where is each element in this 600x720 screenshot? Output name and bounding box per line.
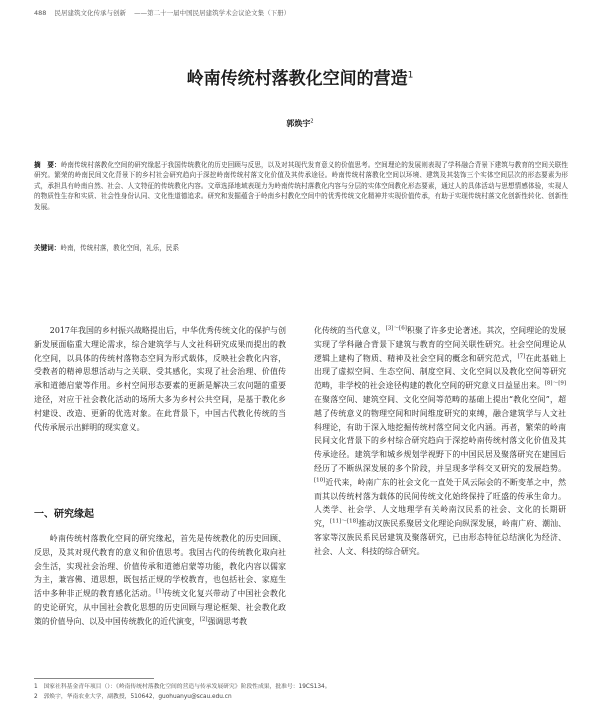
author-line <box>0 118 600 129</box>
right-text: 在此基础上出现了虚拟空间、生态空间、制度空间、文化空间以及教化空间等研究范畴，非学校的社会途径构建的教化空间的研究意义日益显出来。 <box>314 353 566 391</box>
citation: [11]～[18] <box>329 518 359 525</box>
keywords <box>34 243 568 253</box>
running-header <box>34 8 574 20</box>
journal-title: 民居建筑文化传承与创新 <box>54 9 126 17</box>
title-footnote-mark: 1 <box>407 70 414 81</box>
keywords-text: 岭南，传统村落，教化空间，礼乐，民系 <box>60 244 180 252</box>
section-paragraph-text: 强调思考教 <box>207 616 247 626</box>
journal-subtitle: ——第二十一届中国民居建筑学术会议论文集（下册） <box>134 9 291 17</box>
abstract <box>34 160 568 212</box>
right-text: 化传统的当代意义， <box>314 326 386 335</box>
left-column-section <box>34 532 286 629</box>
footnote-1: 1 国家社科基金青年项目（）：《岭南传统村落教化空间的营造与传承发展研究》阶段性成果，批准号：19CS134。 <box>34 684 331 690</box>
citation: [10] <box>314 477 326 484</box>
author-name: 郭焕宇 <box>286 119 311 128</box>
right-text: 近代来，岭南广东的社会文化一直处于风云际会的不断变革之中，然而其以传统村落为载体的民间传统文化始终保持了旺盛的传承生命力。人类学、社会学、人文地理学有关岭南汉民系的社会、文化的长期研究， <box>314 477 566 529</box>
author-footnote-mark: 2 <box>310 118 314 125</box>
section-paragraph-text: 岭南传统村落教化空间的研究缘起，首先是传统教化的历史回顾、反思，及其对现代教育的意义和价值思考。我国古代的传统教化取向社会生活，实现社会治理、价值传承和道德启蒙等功能，教化内容以儒家为主，兼容佛、道思想，既包括正规的学校教育，也包括社会、家庭生活中多种非正规的教育感化活动。 <box>34 534 286 599</box>
abstract-label: 摘 要： <box>34 161 61 169</box>
citation: [3]～[6] <box>385 325 407 332</box>
citation: [7] <box>517 352 526 359</box>
section-heading: 一、研究缘起 <box>34 509 94 520</box>
right-paragraph <box>314 324 566 559</box>
left-column-intro <box>34 324 286 434</box>
citation: [1] <box>156 588 164 595</box>
section-paragraph <box>34 532 286 629</box>
abstract-text: 岭南传统村落教化空间的研究缘起于我国传统教化的历史回顾与反思，以及对其现代发育意义的价值思考。空间理论的发展则表现了学科融合背景下建筑与教育的空间关联性研究。繁荣的岭南民间文化背景下的乡村社会研究趋向于深挖岭南传统村落文化价值及其传承途径。岭南传统村落教化空间以环境、建筑及其装饰三个实体空间层次的形态要素为形式，承担具有岭南自然、社会、人文特征的传统教化内容。文章选择地域表现力为岭南传统村落教化内容与分层的实体空间教化形态要素，通过人的具体活动与思想情感体验，实现人的物质性生存和实质、社会性身份认同、文化性道德追求。研究和发掘蕴含于岭南乡村教化空间中的优秀传统文化精神并实现价值传承，有助于实现传统村落文化创新性转化、创新性发展。 <box>34 161 569 211</box>
section-paragraph-text: 传统文化复兴带动了中国社会教化的史论研究，从中国社会教化思想的历史回顾与理论框架、社会教化政策的价值导向、以及中国传统教化的近代演变， <box>34 589 286 626</box>
citation: [2] <box>199 616 208 623</box>
right-text: 积聚了许多史论著述。其次，空间理论的发展实现了学科融合背景下建筑与教育的空间关联性研究。社会空间理论从逻辑上建构了物质、精神及社会空间的概念和研究范式， <box>314 326 566 363</box>
article-title <box>0 64 600 89</box>
footnote-rule <box>34 678 154 679</box>
citation: [8]～[9] <box>544 380 566 387</box>
keywords-label: 关键词： <box>34 244 61 252</box>
page-number: 488 <box>34 9 47 17</box>
right-text: 在聚落空间、建筑空间、文化空间等范畴的基础上提出“教化空间”，超越了传统意义的物理空间和时间维度研究的束缚，融合建筑学与人文社科理论，有助于深入地挖掘传统村落空间文化内涵。再者，繁荣的岭南民间文化背景下的乡村综合研究趋向于深挖岭南传统村落文化价值及其传承途径。建筑学和城乡规划学视野下的中国民居及聚落研究在建国后经历了不断纵深发展的多个阶段，并呈现多学科交叉研究的发展趋势。 <box>314 394 566 473</box>
intro-paragraph: 2017年我国的乡村振兴战略提出后，中华优秀传统文化的保护与创新发展面临重大理论需求，综合建筑学与人文社科研究成果而提出的教化空间，以具体的传统村落物态空间为形式载体，反映社会教化内容，受教者的精神思想活动与之关联、受其感化，实现了社会治理、价值传承和道德启蒙等作用。乡村空间形态要素的更新是解决三农问题的重要途径，对应于社会教化活动的场所大多为乡村公共空间，是基于教化乡村建设、改造、更新的优选对象。在此背景下，中国古代教化传统的当代传承展示出鲜明的现实意义。 <box>34 326 286 432</box>
footnote-2: 2 郭焕宇，华南农业大学，副教授，510642，guohuanyu@scau.edu.cn <box>34 694 232 700</box>
right-text: 推动汉族民系聚居文化理论向纵深发展，岭南广府、潮汕、客家等汉族民系民居建筑及聚落研究，已由形态特征总结演化为经济、社会、人文、科技的综合研究。 <box>314 519 566 556</box>
right-column <box>314 324 566 559</box>
article-title-text: 岭南传统村落教化空间的营造 <box>186 69 408 89</box>
